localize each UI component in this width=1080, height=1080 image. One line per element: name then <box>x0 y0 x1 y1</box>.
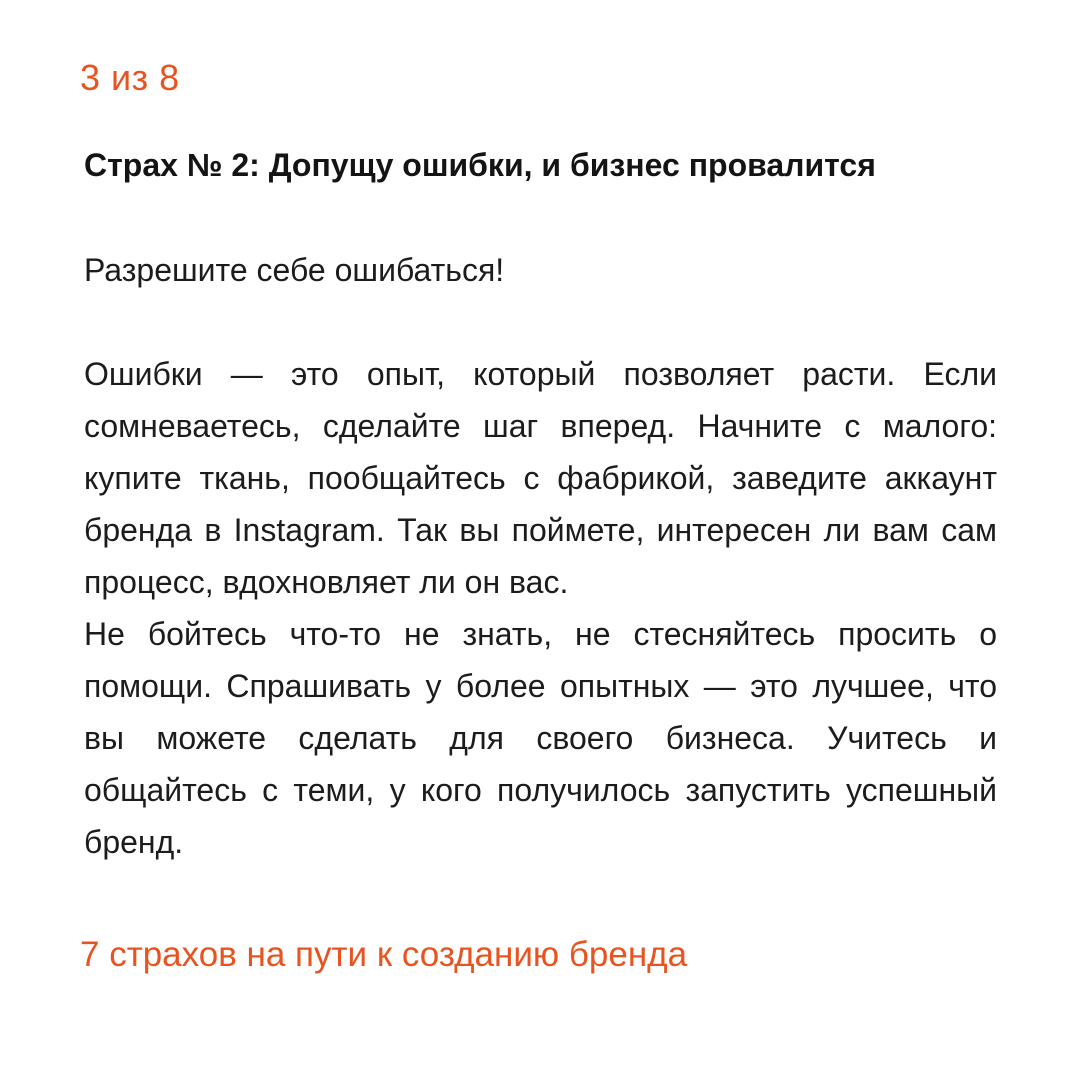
series-title: 7 страхов на пути к созданию бренда <box>80 935 688 974</box>
paragraph: Ошибки — это опыт, который позволяет расти. Если сомневаетесь, сделайте шаг вперед. Начните с малого: купите ткань, пообщайтесь с фабрикой, заведите аккаунт бренда в Instagram. Так вы поймете, интересен ли вам сам процесс, вдохновляет ли он вас. <box>84 356 997 600</box>
page-counter: 3 из 8 <box>80 57 180 98</box>
section-heading: Страх № 2: Допущу ошибки, и бизнес провалится <box>84 147 876 183</box>
paragraph: Не бойтесь что-то не знать, не стесняйтесь просить о помощи. Спрашивать у более опытных — это лучшее, что вы можете сделать для своего бизнеса. Учитесь и общайтесь с теми, у кого получилось запустить успешный бренд. <box>84 616 997 860</box>
body-text <box>84 348 997 868</box>
lead-text: Разрешите себе ошибаться! <box>84 252 505 288</box>
